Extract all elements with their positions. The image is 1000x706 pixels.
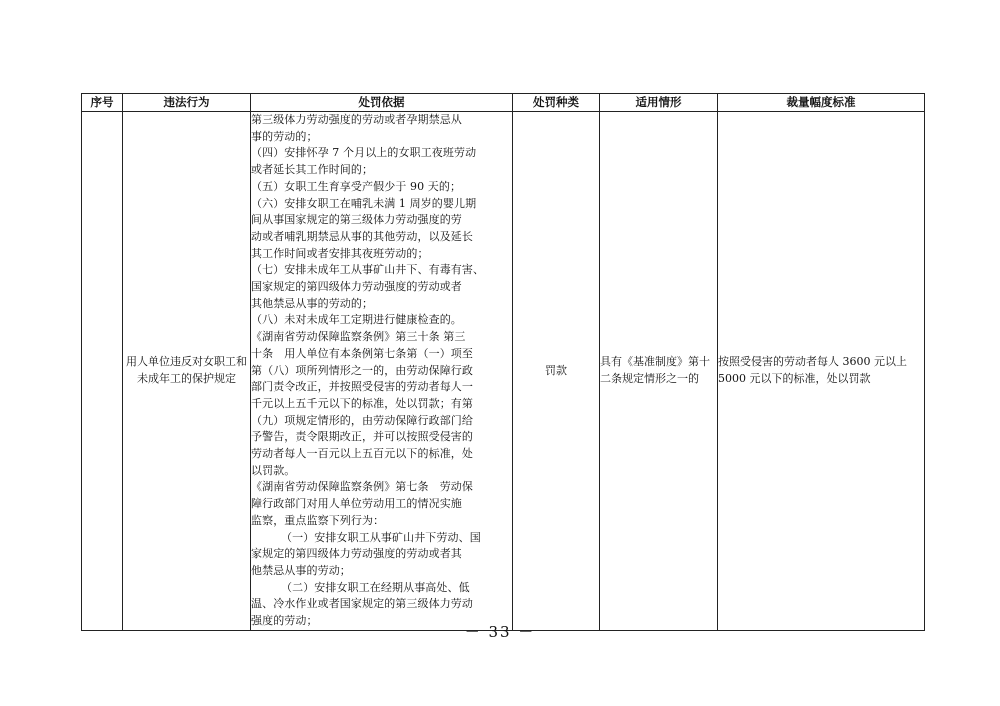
basis-line: （一）安排女职工从事矿山井下劳动、国 [281,530,481,544]
basis-line: 温、冷水作业或者国家规定的第三级体力劳动 [251,597,473,611]
basis-line: （五）女职工生育享受产假少于 90 天的； [251,179,462,193]
basis-line: 其工作时间或者安排其夜班劳动的； [251,246,429,260]
cell-seq [82,112,123,631]
basis-line: 部门责令改正，并按照受侵害的劳动者每人一 [251,380,473,394]
basis-line: 第（八）项所列情形之一的，由劳动保障行政 [251,363,473,377]
cell-penalty-type: 罚款 [513,112,600,631]
basis-line: （六）安排女职工在哺乳未满 1 周岁的婴儿期 [251,196,477,210]
basis-line: 他禁忌从事的劳动； [251,563,351,577]
basis-line: 间从事国家规定的第三级体力劳动强度的劳 [251,213,462,227]
basis-line: 或者延长其工作时间的； [251,163,374,177]
cell-standard: 按照受侵害的劳动者每人 3600 元以上 5000 元以下的标准，处以罚款 [718,112,925,631]
cell-situation: 具有《基准制度》第十二条规定情形之一的 [600,112,718,631]
header-penalty-type: 处罚种类 [513,94,600,112]
basis-text [251,112,512,630]
header-seq: 序号 [82,94,123,112]
basis-line: （二）安排女职工在经期从事高处、低 [281,580,470,594]
basis-line: 千元以上五千元以下的标准，处以罚款；有第 [251,396,473,410]
basis-line: 劳动者每人一百元以上五百元以下的标准，处 [251,447,473,461]
basis-line: 障行政部门对用人单位劳动用工的情况实施 [251,497,462,511]
header-situation: 适用情形 [600,94,718,112]
cell-basis [251,112,513,631]
basis-line: 以罚款。 [251,463,296,477]
basis-line: 《湖南省劳动保障监察条例》第七条 劳动保 [251,480,473,494]
basis-line: 予警告，责令限期改正，并可以按照受侵害的 [251,430,473,444]
basis-line: （九）项规定情形的，由劳动保障行政部门给 [251,413,473,427]
basis-line: （七）安排未成年工从事矿山井下、有毒有害、 [251,263,485,277]
page-number: － 33 － [464,623,536,641]
basis-line: 十条 用人单位有本条例第七条第（一）项至 [251,346,473,360]
basis-line: （八）未对未成年工定期进行健康检查的。 [251,313,462,327]
cell-violation: 用人单位违反对女职工和未成年工的保护规定 [123,112,251,631]
basis-line: 监察，重点监察下列行为： [251,513,385,527]
basis-line: 强度的劳动； [251,614,318,628]
basis-line: 家规定的第四级体力劳动强度的劳动或者其 [251,547,462,561]
basis-line: 动或者哺乳期禁忌从事的其他劳动，以及延长 [251,229,473,243]
penalty-table [81,93,925,631]
table-header-row [82,94,925,112]
basis-line: 其他禁忌从事的劳动的； [251,296,374,310]
basis-line: （四）安排怀孕 7 个月以上的女职工夜班劳动 [251,146,477,160]
header-violation: 违法行为 [123,94,251,112]
header-basis: 处罚依据 [251,94,513,112]
basis-line: 第三级体力劳动强度的劳动或者孕期禁忌从 [251,113,462,126]
basis-line: 事的劳动的； [251,129,318,143]
basis-line: 国家规定的第四级体力劳动强度的劳动或者 [251,280,462,294]
table-row [82,112,925,631]
basis-line: 《湖南省劳动保障监察条例》第三十条 第三 [251,330,466,344]
header-standard: 裁量幅度标准 [718,94,925,112]
